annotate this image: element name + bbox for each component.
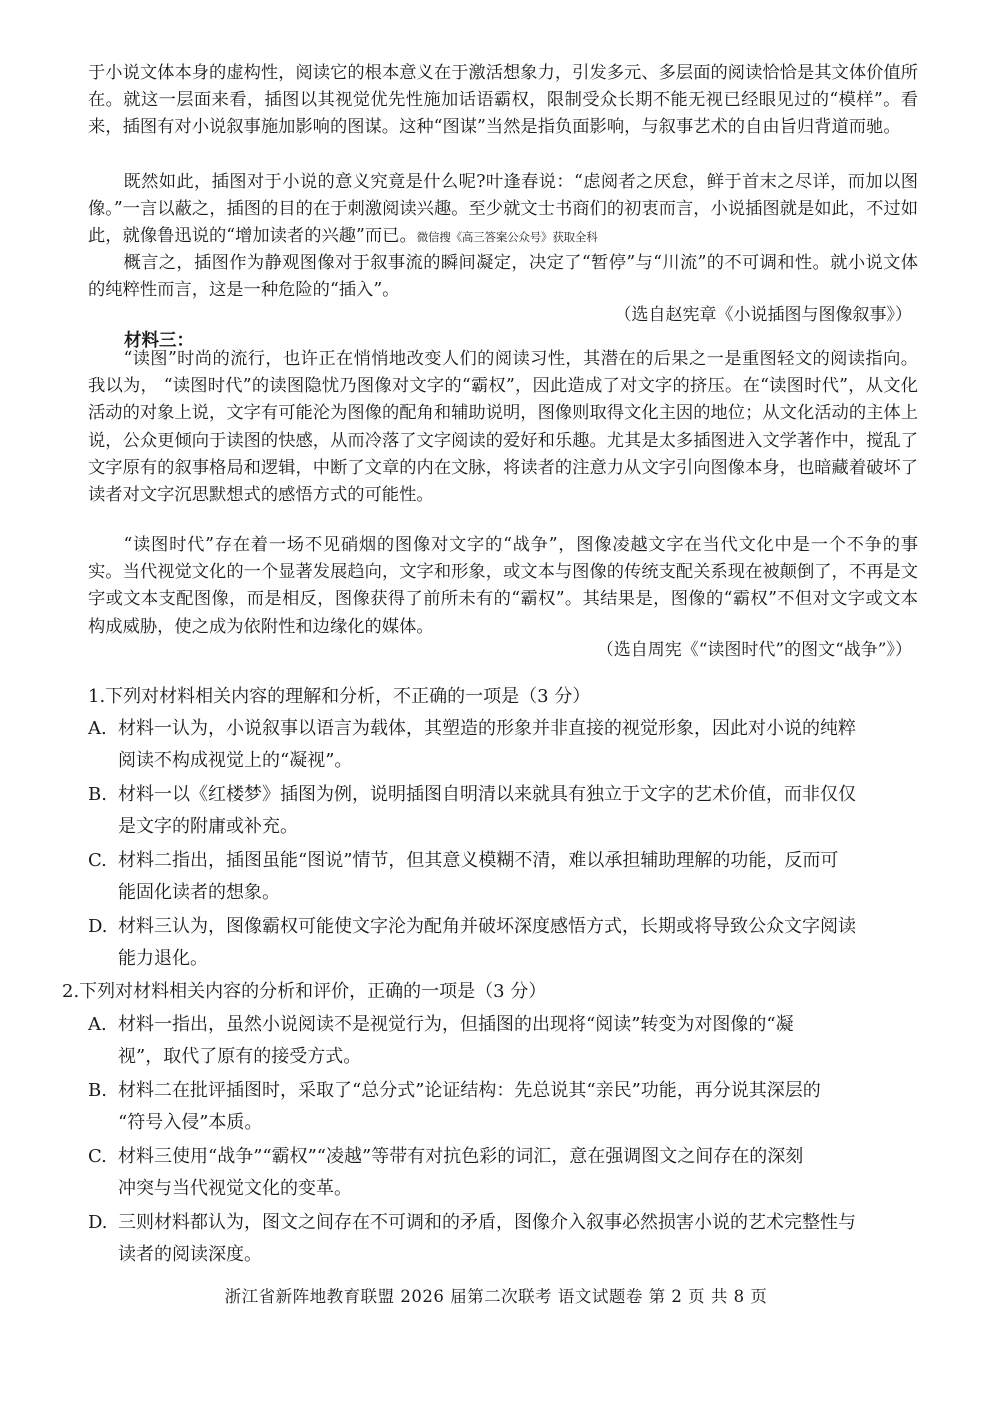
- option-text-line1: 材料二在批评插图时，采取了“总分式”论证结构：先总说其“亲民”功能，再分说其深层的: [118, 1080, 821, 1101]
- option-text-line1: 三则材料都认为，图文之间存在不可调和的矛盾，图像介入叙事必然损害小说的艺术完整性与: [118, 1212, 856, 1233]
- material2-paragraph-2: [88, 169, 918, 252]
- option-text-line1: 材料二指出，插图虽能“图说”情节，但其意义模糊不清，难以承担辅助理解的功能，反而可: [118, 850, 839, 871]
- option-text-line2: 阅读不构成视觉上的“凝视”。: [118, 749, 353, 771]
- option-letter: D.: [88, 1212, 108, 1233]
- option-text-line1: 材料三认为，图像霸权可能使文字沦为配角并破坏深度感悟方式，长期或将导致公众文字阅读: [118, 916, 856, 937]
- question-2-option-d: [88, 1207, 928, 1270]
- material2-paragraph-2-text: 既然如此，插图对于小说的意义究竟是什么呢?叶逢春说：“虑阅者之厌怠，鲜于首末之尽详，而加以图像。”一言以蔽之，插图的目的在于刺激阅读兴趣。至少就文士书商们的初衷而言，小说插图就是如此，不过如此，就像鲁迅说的“增加读者的兴趣”而已。: [88, 172, 918, 247]
- question-1-option-d: [88, 911, 928, 974]
- question-2-stem: 2.下列对材料相关内容的分析和评价，正确的一项是（3 分）: [62, 981, 547, 1002]
- material2-paragraph-3: 概言之，插图作为静观图像对于叙事流的瞬间凝定，决定了“暂停”与“川流”的不可调和性。就小说文体的纯粹性而言，这是一种危险的“插入”。: [88, 253, 918, 301]
- option-letter: B.: [88, 1080, 107, 1101]
- question-2-option-a: [88, 1009, 928, 1072]
- question-2-option-b: [88, 1075, 928, 1138]
- option-text-line2: 能固化读者的想象。: [118, 881, 280, 903]
- option-text-line2: 视”，取代了原有的接受方式。: [118, 1045, 362, 1067]
- question-1-stem: 1.下列对材料相关内容的理解和分析，不正确的一项是（3 分）: [88, 686, 591, 707]
- material3-heading: 材料三：: [124, 331, 194, 351]
- option-text-line1: 材料一指出，虽然小说阅读不是视觉行为，但插图的出现将“阅读”转变为对图像的“凝: [118, 1014, 794, 1035]
- question-1-option-b: [88, 779, 928, 842]
- page-footer: 浙江省新阵地教育联盟 2026 届第二次联考 语文试题卷 第 2 页 共 8 页: [224, 1287, 768, 1306]
- option-text-line2: 读者的阅读深度。: [118, 1243, 262, 1265]
- option-text-line2: 是文字的附庸或补充。: [118, 815, 298, 837]
- question-1-option-c: [88, 845, 928, 908]
- option-text-line2: “符号入侵”本质。: [118, 1111, 263, 1133]
- material3-paragraph-2: “读图时代”存在着一场不见硝烟的图像对文字的“战争”，图像凌越文字在当代文化中是一个不争的事实。当代视觉文化的一个显著发展趋向，文字和形象，或文本与图像的传统支配关系现在被颠倒了，不再是文字或文本支配图像，而是相反，图像获得了前所未有的“霸权”。其结果是，图像的“霸权”不但对文字或文本构成威胁，使之成为依附性和边缘化的媒体。: [88, 535, 918, 637]
- material2-source: （选自赵宪章《小说插图与图像叙事》）: [614, 305, 912, 325]
- watermark-note: 微信搜《高三答案公众号》获取全科: [416, 230, 598, 245]
- option-text-line1: 材料三使用“战争”“霸权”“凌越”等带有对抗色彩的词汇，意在强调图文之间存在的深刻: [118, 1146, 804, 1167]
- option-letter: A.: [88, 718, 107, 739]
- question-2-option-c: [88, 1141, 928, 1204]
- option-letter: B.: [88, 784, 107, 805]
- material2-paragraph-1: 于小说文体本身的虚构性，阅读它的根本意义在于激活想象力，引发多元、多层面的阅读恰恰是其文体价值所在。就这一层面来看，插图以其视觉优先性施加话语霸权，限制受众长期不能无视已经眼见过的“模样”。看来，插图有对小说叙事施加影响的图谋。这种“图谋”当然是指负面影响，与叙事艺术的自由旨归背道而驰。: [88, 63, 918, 138]
- option-text-line1: 材料一认为，小说叙事以语言为载体，其塑造的形象并非直接的视觉形象，因此对小说的纯粹: [118, 718, 856, 739]
- material3-paragraph-1: “读图”时尚的流行，也许正在悄悄地改变人们的阅读习性，其潜在的后果之一是重图轻文的阅读指向。我以为， “读图时代”的读图隐忧乃图像对文字的“霸权”，因此造成了对文字的挤压。在“读图时代”，从文化活动的对象上说，文字有可能沦为图像的配角和辅助说明，图像则取得文化主因的地位；从文化活动的主体上说，公众更倾向于读图的快感，从而冷落了文字阅读的爱好和乐趣。尤其是太多插图进入文学著作中，搅乱了文字原有的叙事格局和逻辑，中断了文章的内在文脉，将读者的注意力从文字引向图像本身，也暗藏着破坏了读者对文字沉思默想式的感悟方式的可能性。: [88, 349, 918, 506]
- option-text-line2: 能力退化。: [118, 947, 208, 969]
- option-text-line2: 冲突与当代视觉文化的变革。: [118, 1177, 352, 1199]
- question-1-option-a: [88, 713, 928, 776]
- option-letter: C.: [88, 1146, 107, 1167]
- option-letter: A.: [88, 1014, 107, 1035]
- option-letter: C.: [88, 850, 107, 871]
- material3-source: （选自周宪《“读图时代”的图文“战争”》）: [596, 640, 912, 660]
- option-text-line1: 材料一以《红楼梦》插图为例，说明插图自明清以来就具有独立于文字的艺术价值，而非仅仅: [118, 784, 856, 805]
- option-letter: D.: [88, 916, 108, 937]
